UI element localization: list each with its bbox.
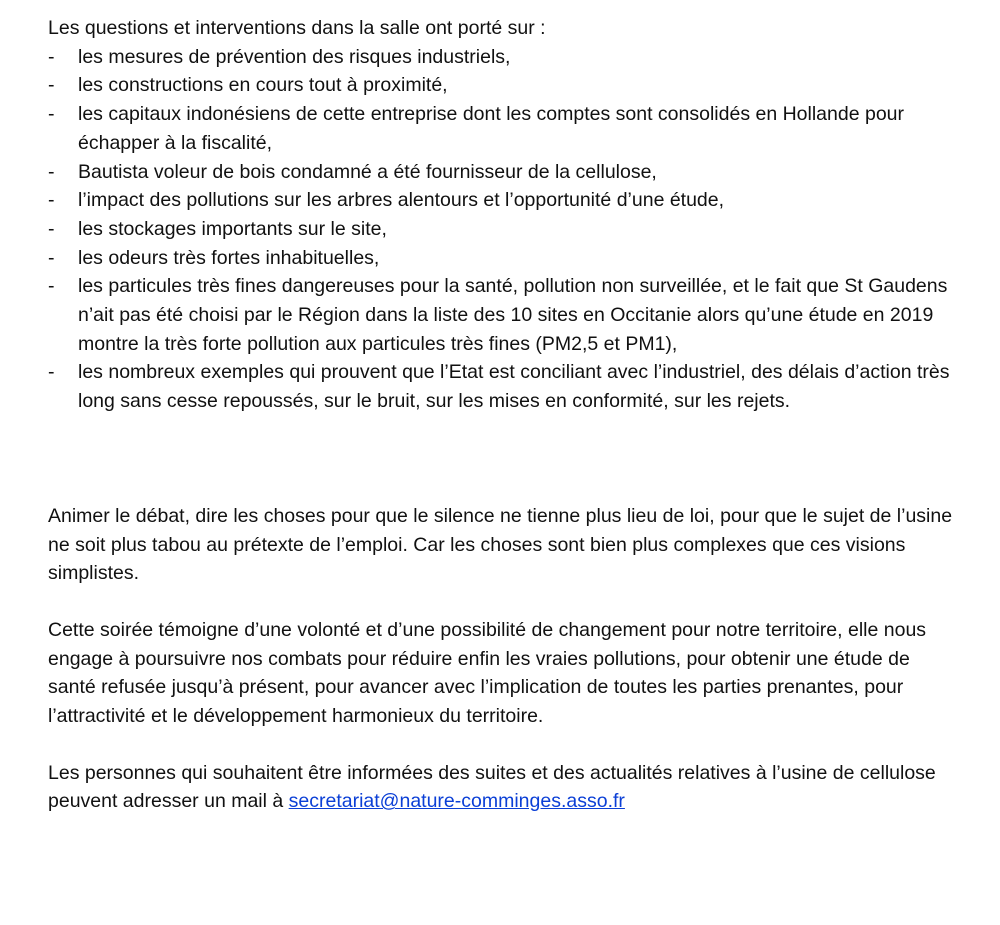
list-item-text: les stockages importants sur le site,: [78, 217, 387, 240]
bullet-dash: -: [48, 74, 55, 97]
bullet-dash: -: [48, 217, 55, 240]
list-item-text: les mesures de prévention des risques industriels,: [78, 45, 511, 68]
evening-paragraph: Cette soirée témoigne d’une volonté et d’une possibilité de changement pour notre territoire, elle nous engage à poursuivre nos combats pour réduire enfin les vraies pollutions, pour obtenir une étude de santé refusée jusqu’à présent, pour avancer avec l’implication de toutes les parties prenantes, pour l’attractivité et le développement harmonieux du territoire.: [48, 618, 927, 728]
list-item: [48, 71, 960, 100]
list-item: [48, 215, 960, 244]
list-item-text: Bautista voleur de bois condamné a été fournisseur de la cellulose,: [78, 160, 657, 183]
bullet-dash: -: [48, 160, 55, 183]
bullet-dash: -: [48, 361, 55, 384]
contact-text: Les personnes qui souhaitent être informées des suites et des actualités relatives à l’usine de cellulose peuvent adresser un mail à: [48, 761, 936, 813]
list-item: [48, 186, 960, 215]
list-item-text: les nombreux exemples qui prouvent que l’Etat est conciliant avec l’industriel, des délais d’action très long sans cesse repoussés, sur le bruit, sur les mises en conformité, sur les rejets.: [78, 361, 950, 413]
list-item: [48, 358, 960, 415]
list-item: [48, 158, 960, 187]
questions-list: [48, 43, 960, 416]
list-item: [48, 100, 960, 157]
list-item-text: les capitaux indonésiens de cette entreprise dont les comptes sont consolidés en Hollande pour échapper à la fiscalité,: [78, 103, 905, 154]
list-item-text: les odeurs très fortes inhabituelles,: [78, 246, 380, 269]
bullet-dash: -: [48, 45, 55, 68]
list-item-text: l’impact des pollutions sur les arbres alentours et l’opportunité d’une étude,: [78, 189, 725, 212]
intro-line: Les questions et interventions dans la salle ont porté sur :: [48, 17, 546, 39]
contact-email-link[interactable]: secretariat@nature-comminges.asso.fr: [288, 790, 625, 813]
list-item-text: les particules très fines dangereuses pour la santé, pollution non surveillée, et le fait que St Gaudens n’ait pas été choisi par le Région dans la liste des 10 sites en Occitanie alors qu’une étude en 2019 montre la très forte pollution aux particules très fines (PM2,5 et PM1),: [78, 275, 948, 355]
debate-paragraph: Animer le débat, dire les choses pour que le silence ne tienne plus lieu de loi, pour que le sujet de l’usine ne soit plus tabou au prétexte de l’emploi. Car les choses sont bien plus complexes que ces visions simplistes.: [48, 504, 953, 585]
list-item: [48, 244, 960, 273]
bullet-dash: -: [48, 246, 55, 269]
list-item-text: les constructions en cours tout à proximité,: [78, 74, 448, 97]
bullet-dash: -: [48, 275, 55, 298]
bullet-dash: -: [48, 103, 55, 126]
list-item: [48, 272, 960, 358]
bullet-dash: -: [48, 189, 55, 212]
list-item: [48, 43, 960, 72]
contact-paragraph: [48, 759, 960, 816]
